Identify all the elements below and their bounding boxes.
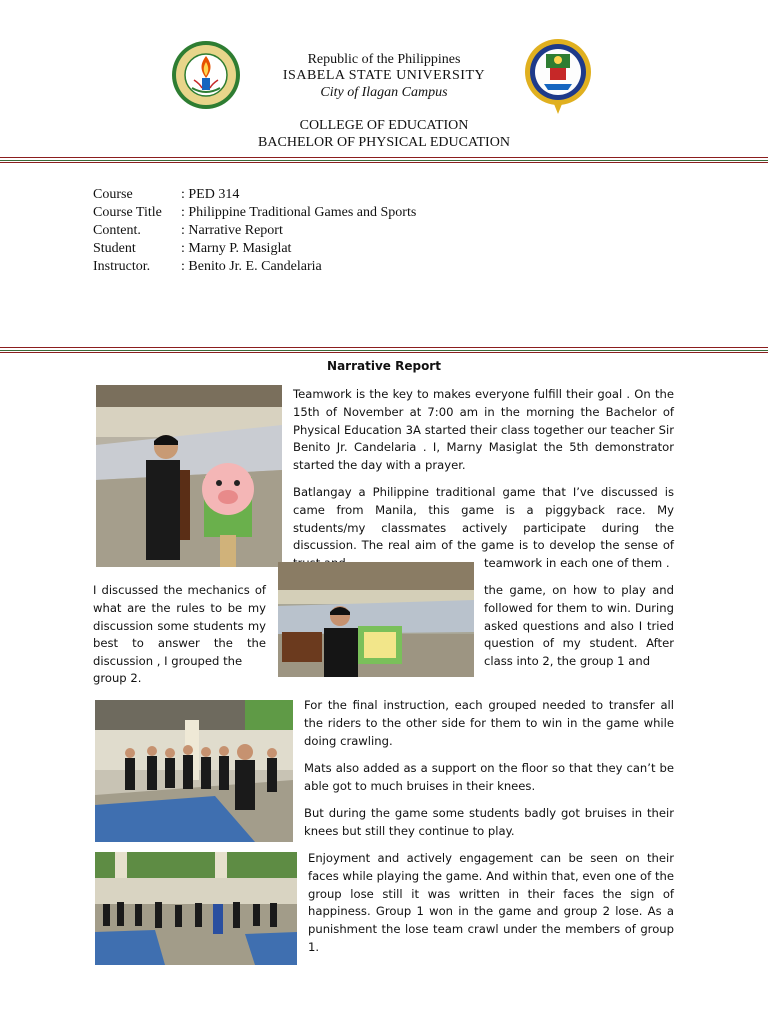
paragraph-intro: Teamwork is the key to makes everyone fulfill their goal . On the 15th of November at 7:00 am in the morning the Bachelor of Physical Education 3A started their class together our teacher Sir Benito Jr. Candelaria . I, Marny Masiglat the 5th demonstrator started the day with a prayer. xyxy=(293,387,674,473)
info-key: Course Title xyxy=(93,205,162,220)
photo-game-play xyxy=(95,852,297,965)
paragraph-final-instruction: For the final instruction, each grouped needed to transfer all the riders to the other side for them to win in the game while doing crawling. xyxy=(304,698,674,748)
paragraph-mechanics-left: I discussed the mechanics of what are the rules to be my discussion some students my best to answer the the discussion , I grouped the xyxy=(93,583,266,669)
paragraph-mechanics-right: the game, on how to play and followed for them to win. During asked questions and also I tried question of my student. After class into 2, the group 1 and xyxy=(484,583,674,669)
info-value: : Benito Jr. E. Candelaria xyxy=(181,259,322,274)
paragraph-mats: Mats also added as a support on the floor so that they can’t be able got to much bruises in their knees. xyxy=(304,761,674,793)
paragraph-enjoyment: Enjoyment and actively engagement can be seen on their faces while playing the game. And within that, even one of the group lose still it was written in their faces the sign of happiness. Group 1 won in the game and group 2 lose. As a punishment the lose team crawl under the members of group 1. xyxy=(308,851,674,954)
report-title: Narrative Report xyxy=(327,359,441,373)
photo-demonstration xyxy=(96,385,282,567)
paragraph-game-intro: Batlangay a Philippine traditional game that I’ve discussed is came from Manila, this game is a piggyback race. My students/my classmates actively participate during the discussion. The real aim of the game is to develop the sense of xyxy=(293,485,674,553)
header-campus: City of Ilagan Campus xyxy=(320,85,448,100)
paragraph-mechanics-left-end: group 2. xyxy=(93,671,142,685)
header-college: COLLEGE OF EDUCATION xyxy=(299,118,469,133)
header-university: ISABELA STATE UNIVERSITY xyxy=(282,68,486,83)
info-key: Instructor. xyxy=(93,259,151,274)
info-value: : PED 314 xyxy=(181,187,240,202)
info-row xyxy=(93,240,291,258)
paragraph-game-intro-end: teamwork in each one of them . xyxy=(484,556,670,570)
header-program: BACHELOR OF PHYSICAL EDUCATION xyxy=(258,135,510,150)
info-row xyxy=(93,258,322,276)
info-value: : Philippine Traditional Games and Sports xyxy=(181,205,417,220)
header-divider-inner xyxy=(0,160,768,161)
photo-discussion xyxy=(278,562,474,677)
info-key: Course xyxy=(93,187,133,202)
info-row xyxy=(93,204,416,222)
header-line-republic: Republic of the Philippines xyxy=(307,52,461,67)
section-divider-lower xyxy=(0,352,768,353)
info-row xyxy=(93,186,239,204)
info-row xyxy=(93,222,283,240)
section-divider xyxy=(0,347,768,348)
paragraph-bruises: But during the game some students badly got bruises in their knees but still they continue to play. xyxy=(304,806,674,838)
info-key: Student xyxy=(93,241,136,256)
info-value: : Marny P. Masiglat xyxy=(181,241,292,256)
section-divider-inner xyxy=(0,350,768,351)
header-divider-lower xyxy=(0,162,768,163)
header-divider xyxy=(0,157,768,158)
info-value: : Narrative Report xyxy=(181,223,283,238)
photo-group-instruction xyxy=(95,700,293,842)
info-key: Content. xyxy=(93,223,141,238)
